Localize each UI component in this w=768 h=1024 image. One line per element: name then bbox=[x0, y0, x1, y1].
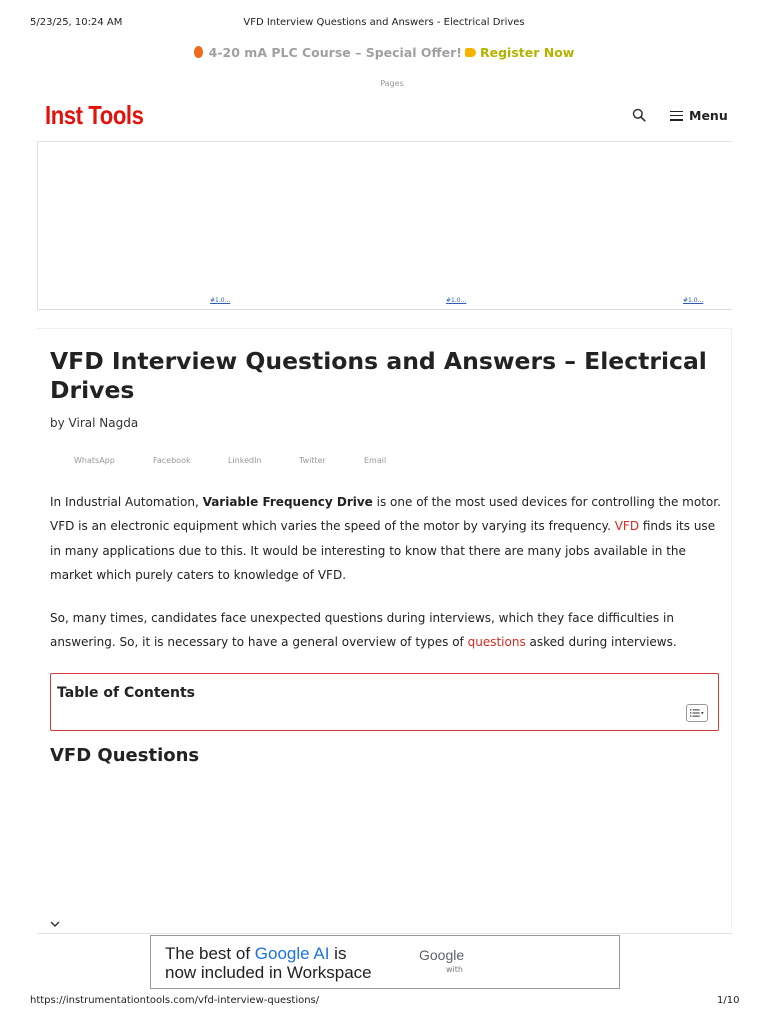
menu-label: Menu bbox=[689, 108, 728, 123]
vfd-bold-term: Variable Frequency Drive bbox=[202, 495, 373, 509]
second-paragraph: So, many times, candidates face unexpected questions during interviews, which they face difficulties in answering. So, it is necessary to have a general overview of types of questions asked during interviews. bbox=[50, 611, 677, 650]
menu-button[interactable] bbox=[670, 108, 728, 123]
pointing-hand-icon bbox=[465, 48, 476, 57]
promo-offer-text: 4-20 mA PLC Course – Special Offer! bbox=[208, 45, 462, 60]
fire-icon bbox=[194, 46, 203, 58]
google-workspace-ad[interactable] bbox=[150, 935, 620, 989]
pages-label: Pages bbox=[380, 79, 404, 88]
print-footer-url: https://instrumentationtools.com/vfd-interview-questions/ bbox=[30, 995, 320, 1006]
questions-link[interactable]: questions bbox=[467, 635, 526, 650]
register-now-link[interactable]: Register Now bbox=[479, 45, 575, 60]
share-facebook[interactable]: Facebook bbox=[153, 456, 191, 465]
promo-bar[interactable] bbox=[0, 45, 768, 60]
section-heading: VFD Questions bbox=[50, 745, 200, 766]
article-title: VFD Interview Questions and Answers – Electrical Drives bbox=[50, 347, 707, 404]
print-page-number: 1/10 bbox=[717, 995, 740, 1006]
vfd-link[interactable]: VFD bbox=[614, 519, 640, 534]
ad-headline: The best of Google AI is now included in Workspace bbox=[165, 944, 372, 982]
share-email[interactable]: Email bbox=[364, 456, 387, 465]
search-icon[interactable] bbox=[632, 108, 646, 122]
ad-placeholder-link-3[interactable]: #1.0... bbox=[683, 297, 704, 304]
share-twitter[interactable]: Twitter bbox=[299, 456, 326, 465]
print-datetime: 5/23/25, 10:24 AM bbox=[30, 17, 123, 28]
content-divider bbox=[37, 933, 732, 934]
share-whatsapp[interactable]: WhatsApp bbox=[74, 456, 115, 465]
print-page-title: VFD Interview Questions and Answers - Electrical Drives bbox=[243, 17, 525, 28]
ad-placeholder-link-2[interactable]: #1.0... bbox=[446, 297, 467, 304]
article-byline: by Viral Nagda bbox=[50, 416, 139, 430]
chevron-down-icon[interactable] bbox=[49, 918, 61, 930]
intro-paragraph: In Industrial Automation, Variable Frequency Drive is one of the most used devices for controlling the motor. VFD is an electronic equipment which varies the speed of the motor by varying its frequency. VFD finds its use in many applications due to this. It would be interesting to know that there are many jobs available in the market which purely caters to knowledge of VFD. bbox=[50, 495, 721, 582]
hamburger-icon bbox=[670, 111, 683, 121]
ad-placeholder-frame bbox=[37, 141, 732, 310]
ad-brand: Google bbox=[419, 947, 465, 963]
share-linkedin[interactable]: LinkedIn bbox=[228, 456, 262, 465]
ad-subtext: with bbox=[446, 965, 463, 974]
table-of-contents-box bbox=[50, 673, 719, 731]
toc-title: Table of Contents bbox=[57, 685, 196, 701]
site-logo[interactable]: Inst Tools bbox=[45, 100, 144, 130]
toc-toggle-icon[interactable] bbox=[686, 704, 708, 722]
ad-placeholder-link-1[interactable]: #1.0... bbox=[210, 297, 231, 304]
